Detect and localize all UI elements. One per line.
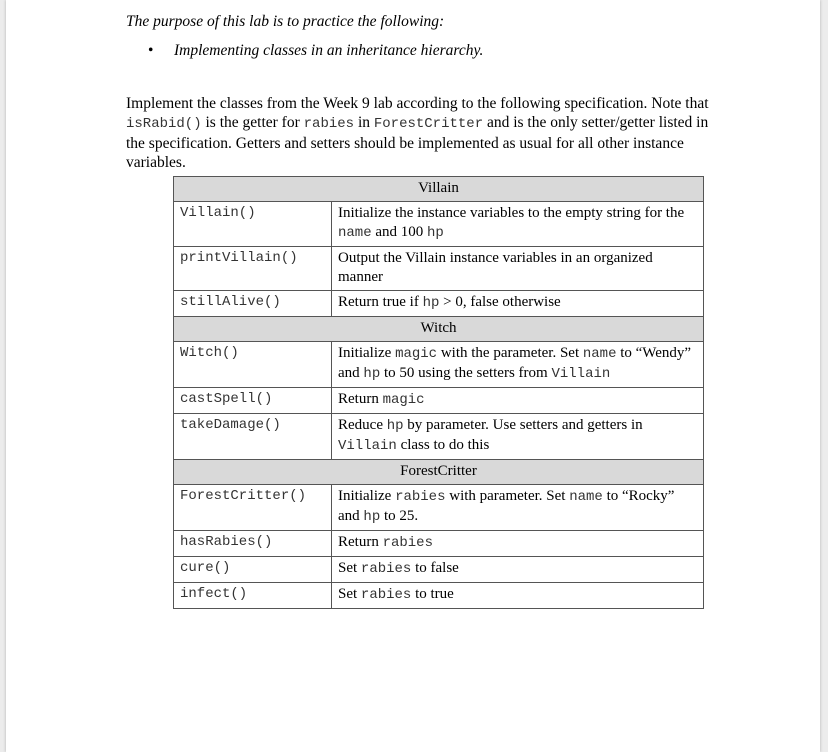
class-header-row	[174, 460, 704, 485]
purpose-heading: The purpose of this lab is to practice the following:	[126, 13, 445, 30]
description-text: by parameter. Use setters and getters in	[403, 417, 643, 433]
method-description	[332, 583, 704, 609]
method-description	[332, 414, 704, 460]
description-text: to 50 using the setters from	[380, 365, 552, 381]
intro-text: in	[354, 114, 374, 131]
method-signature: takeDamage()	[174, 414, 332, 460]
method-row	[174, 557, 704, 583]
method-row	[174, 388, 704, 414]
description-text: Return	[338, 391, 383, 407]
method-signature: infect()	[174, 583, 332, 609]
method-description	[332, 485, 704, 531]
code-term: name	[338, 225, 372, 241]
document-page	[6, 0, 820, 752]
class-header: ForestCritter	[174, 460, 704, 485]
description-text: class to do this	[396, 437, 490, 453]
method-row	[174, 583, 704, 609]
code-term: hp	[422, 295, 440, 311]
method-row	[174, 414, 704, 460]
method-description	[332, 291, 704, 317]
code-term: Villain	[551, 366, 611, 382]
bullet-icon: •	[148, 42, 154, 59]
method-signature: cure()	[174, 557, 332, 583]
code-term: rabies	[360, 587, 412, 603]
code-term: name	[569, 489, 603, 505]
code-term: magic	[395, 346, 438, 362]
code-term: rabies	[360, 561, 412, 577]
method-row	[174, 342, 704, 388]
class-header: Witch	[174, 317, 704, 342]
method-signature: Witch()	[174, 342, 332, 388]
description-text: and 100	[371, 224, 428, 240]
description-text: Set	[338, 586, 361, 602]
method-signature: hasRabies()	[174, 531, 332, 557]
intro-paragraph	[126, 94, 712, 172]
method-description	[332, 247, 704, 291]
code-term: rabies	[382, 535, 433, 551]
method-description	[332, 342, 704, 388]
method-signature: castSpell()	[174, 388, 332, 414]
method-row	[174, 291, 704, 317]
method-signature: stillAlive()	[174, 291, 332, 317]
class-header-row	[174, 177, 704, 202]
description-text: Initialize	[338, 345, 396, 361]
description-text: Reduce	[338, 417, 387, 433]
intro-code: isRabid()	[126, 116, 202, 132]
description-text: to “Wendy” and	[338, 345, 692, 381]
description-text: with parameter. Set	[445, 488, 570, 504]
method-signature: Villain()	[174, 202, 332, 247]
description-text: to 25.	[380, 508, 419, 524]
code-term: hp	[363, 366, 381, 382]
description-text: to “Rocky” and	[338, 488, 675, 524]
code-term: Villain	[338, 438, 397, 454]
description-text: to false	[411, 560, 459, 576]
method-signature: ForestCritter()	[174, 485, 332, 531]
description-text: Return true if	[338, 294, 423, 310]
method-row	[174, 531, 704, 557]
method-row	[174, 202, 704, 247]
method-description	[332, 557, 704, 583]
description-text: Return	[338, 534, 383, 550]
specification-table	[173, 176, 704, 609]
code-term: name	[582, 346, 617, 362]
description-text: Initialize	[338, 488, 396, 504]
class-header: Villain	[174, 177, 704, 202]
intro-text: is the getter for	[201, 114, 304, 131]
code-term: hp	[427, 225, 444, 241]
method-row	[174, 247, 704, 291]
description-text: with the parameter. Set	[437, 345, 583, 361]
method-description	[332, 531, 704, 557]
method-row	[174, 485, 704, 531]
code-term: hp	[386, 418, 404, 434]
intro-text: and is the only setter/getter listed in the specification. Getters and setters should be implemented as usual for all other instance variables.	[126, 114, 709, 171]
class-header-row	[174, 317, 704, 342]
bullet-item	[148, 42, 483, 60]
intro-text: Implement the classes from the Week 9 lab according to the following specification. Note that	[126, 95, 709, 112]
method-signature: printVillain()	[174, 247, 332, 291]
description-text: Set	[338, 560, 361, 576]
description-text: Output the Villain instance variables in an organized manner	[338, 250, 653, 285]
method-description	[332, 202, 704, 247]
bullet-text: Implementing classes in an inheritance hierarchy.	[174, 42, 484, 59]
description-text: Initialize the instance variables to the empty string for the	[338, 205, 685, 221]
intro-code: ForestCritter	[373, 116, 484, 132]
description-text: to true	[411, 586, 454, 602]
code-term: hp	[363, 509, 381, 525]
method-description	[332, 388, 704, 414]
intro-code: rabies	[303, 116, 355, 132]
description-text: > 0, false otherwise	[439, 294, 561, 310]
code-term: rabies	[395, 489, 446, 505]
code-term: magic	[382, 392, 425, 408]
